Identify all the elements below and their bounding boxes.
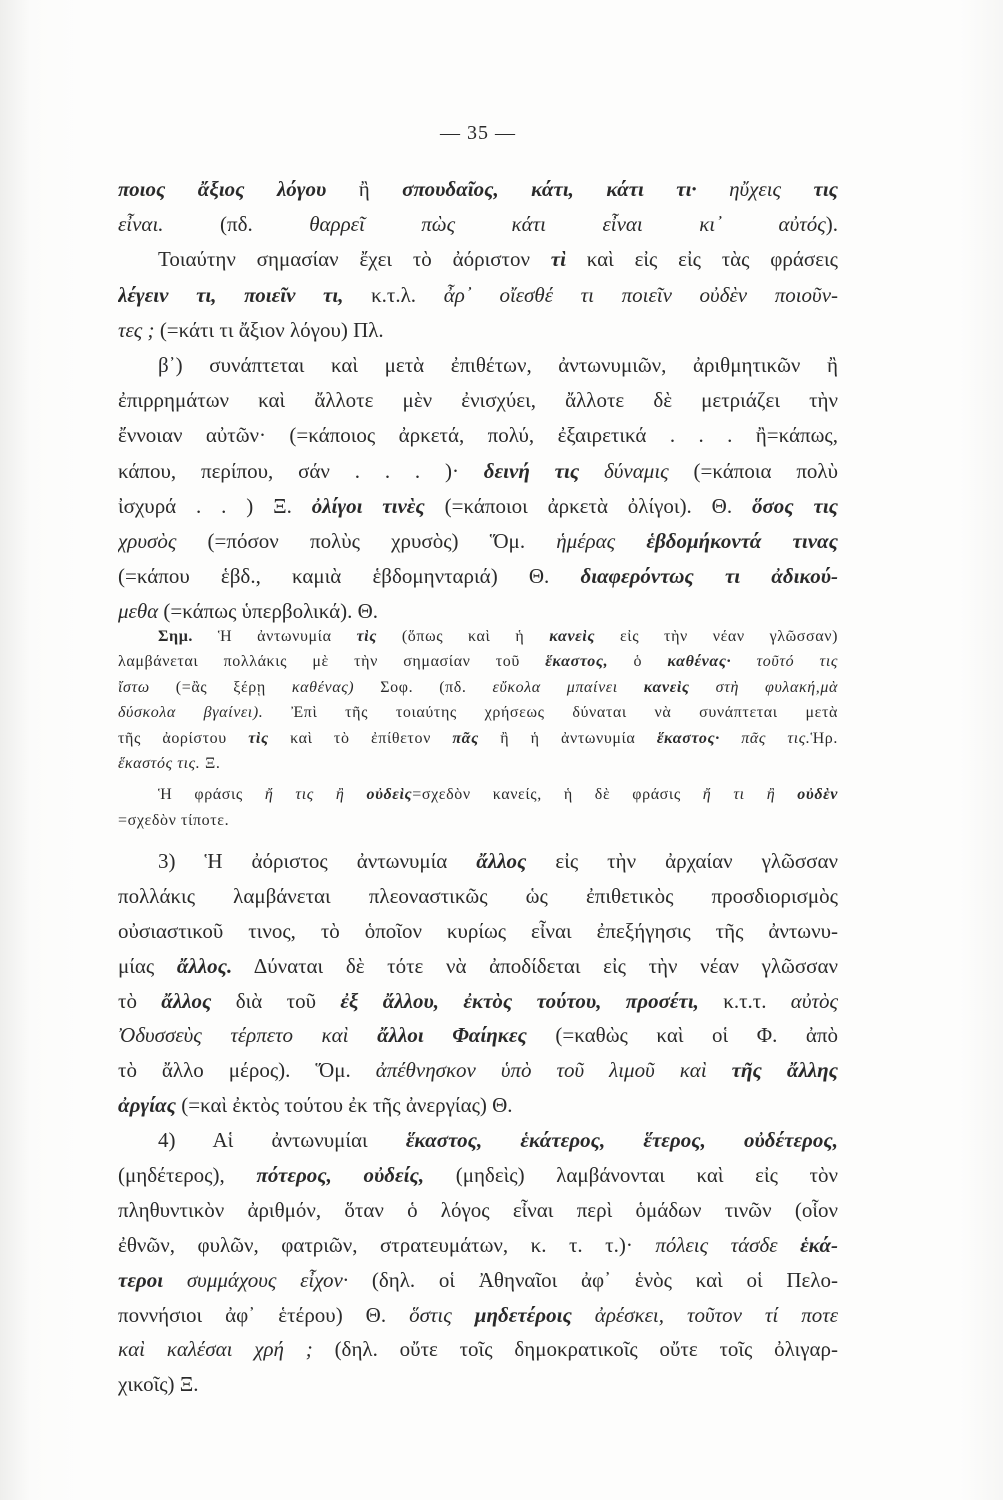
text-run: δύναμις (604, 458, 669, 483)
text-run: Σοφ. (πδ. (354, 678, 493, 696)
text-run: διαφερόντως τι ἀδικού- (580, 564, 838, 589)
text-run: ἀργίας (118, 1093, 176, 1118)
text-run (579, 459, 604, 483)
text-run: ὅστις (409, 1302, 452, 1327)
text-run (707, 1058, 732, 1082)
text-line (118, 383, 838, 418)
text-run: ἄλλος. (176, 953, 233, 978)
text-run: (=καθὼς καὶ οἱ Φ. ἀπὸ (526, 1023, 838, 1048)
text-line (118, 649, 838, 674)
text-run: αὐτὸς (790, 988, 838, 1013)
text-run: πᾶς τις. (741, 729, 811, 747)
text-run: εἰς τὴν νέαν γλῶσσαν) (595, 628, 838, 645)
text-run: Ἐπὶ τῆς τοιαύτης χρήσεως δύναται νὰ συνάπτεται μετὰ (263, 704, 838, 722)
text-line (118, 914, 838, 949)
text-run: ὁ (608, 653, 668, 671)
text-run: 4) Αἱ ἀντωνυμίαι (158, 1128, 406, 1153)
text-line (118, 726, 838, 751)
text-line (118, 1367, 838, 1402)
text-run: πᾶς (452, 729, 479, 747)
text-run: ὅσος τις (751, 493, 838, 518)
text-run (572, 1303, 595, 1327)
paragraphs-3-4 (118, 844, 838, 1402)
text-run (349, 1023, 378, 1047)
text-line (118, 1123, 838, 1158)
text-line (118, 751, 838, 776)
text-line (118, 808, 838, 833)
text-run: μίας (118, 953, 177, 978)
text-line (118, 984, 838, 1019)
text-run: ἑβδομήκοντά τινας (646, 528, 838, 553)
text-run: πληθυντικὸν ἀριθμόν, ὅταν ὁ λόγος εἶναι περὶ ὁμάδων τινῶν (οἷον (118, 1197, 838, 1222)
text-run: ἕκαστος, (545, 653, 609, 671)
text-run (690, 679, 716, 696)
text-run: ἤ τις ἢ (264, 786, 345, 804)
text-run: τες ; (118, 317, 155, 342)
text-run (775, 786, 797, 803)
text-run: χρυσὸς (118, 528, 177, 553)
text-run: (=κάποιοι ἀρκετὰ ὀλίγοι). Θ. (424, 493, 752, 518)
text-run: ἕκαστος· (656, 729, 720, 747)
text-line (118, 348, 838, 383)
text-run: κανεὶς (643, 678, 690, 696)
text-run: β᾽) συνάπτεται καὶ μετὰ ἐπιθέτων, ἀντωνυμιῶν, ἀριθμητικῶν ἢ (158, 352, 838, 377)
text-run: δύσκολα βγαίνει). (118, 704, 264, 722)
text-run: λέγειν τι, ποιεῖν τι, (118, 282, 344, 307)
paragraph-continuation (118, 172, 838, 629)
text-run: χικοῖς) Ξ. (118, 1372, 199, 1397)
text-run: τὶς (356, 628, 377, 645)
text-line (118, 624, 838, 649)
text-line (118, 524, 838, 559)
text-run: =σχεδὸν τίποτε. (118, 811, 230, 829)
text-run: ἤ τι ἢ (702, 786, 776, 804)
text-line (118, 418, 838, 453)
text-run (615, 529, 646, 553)
text-line (118, 844, 838, 879)
text-line (118, 1263, 838, 1298)
text-line (118, 879, 838, 914)
text-run: συμμάχους εἶχον· (186, 1267, 349, 1292)
text-line (118, 1228, 838, 1263)
text-run: εἶναι. (118, 212, 164, 237)
text-run: οὐδεὶς (366, 786, 413, 804)
text-run: τῆς ἀορίστου (118, 729, 249, 747)
text-run (344, 786, 366, 803)
text-line (118, 1158, 838, 1193)
text-run: σπουδαῖος, κάτι, κάτι τι· (402, 177, 697, 201)
text-run: ἡμέρας (556, 528, 616, 553)
text-run: τὸ ἄλλο μέρος). Ὅμ. (118, 1058, 376, 1083)
text-run: ἄλλος (476, 849, 527, 873)
text-run (720, 730, 741, 747)
text-run: θαρρεῖ πὼς κάτι εἶναι κι᾽ αὐτός (309, 212, 826, 237)
text-line (118, 949, 838, 984)
text-run: Ξ. (200, 754, 221, 772)
text-run: (ὅπως καὶ ἡ (376, 628, 550, 645)
text-run: (μηδέτερος), (118, 1163, 257, 1188)
text-run: ἐξ ἄλλου, ἐκτὸς τούτου, προσέτι, (340, 988, 699, 1013)
text-run: τοῦτό τις (756, 653, 838, 671)
text-run: κ.τ.λ. (343, 282, 444, 307)
text-run: εἰς τὴν ἀρχαίαν γλῶσσαν (526, 849, 838, 873)
text-run: κ.τ.τ. (698, 988, 791, 1013)
text-run: ὀλίγοι τινὲς (311, 493, 425, 518)
text-run: δεινή τις (483, 458, 580, 483)
text-run: ηὔχεις (729, 177, 782, 201)
text-run: οὐσιαστικοῦ τινος, τὸ ὁποῖον κυρίως εἶναι ἐπεξήγησις τῆς ἀντωνυ- (118, 918, 838, 943)
text-run: στὴ φυλακή,μὰ (715, 678, 838, 696)
text-run: ἢ ἡ ἀντωνυμία (478, 729, 657, 747)
text-run: ἔννοιαν αὐτῶν· (=κάποιος ἀρκετά, πολύ, ἐξαιρετικά . . . ἢ=κάπως, (118, 423, 838, 448)
text-line (118, 700, 838, 725)
text-run: πόλεις τάσδε (655, 1232, 778, 1257)
text-run: ἕκαστός τις. (118, 754, 201, 772)
text-line (118, 172, 838, 207)
text-run: ἕκαστος, ἑκάτερος, ἕτερος, οὐδέτερος, (405, 1128, 838, 1153)
text-line (118, 1298, 838, 1333)
text-line (118, 1088, 838, 1123)
text-run: (=κάπως ὑπερβολικά). Θ. (158, 599, 378, 624)
text-run: Σημ. (158, 628, 194, 645)
text-run: τις (813, 177, 838, 201)
note-block (118, 624, 838, 833)
text-run: τεροι (118, 1267, 164, 1292)
text-run: ). (825, 212, 838, 237)
text-run: ἄλλοι Φαίηκες (377, 1023, 527, 1048)
text-run: Ὀδυσσεὺς τέρπετο καὶ (118, 1023, 349, 1048)
text-line (118, 782, 838, 807)
text-run: ἐθνῶν, φυλῶν, φατριῶν, στρατευμάτων, κ. τ. τ.)· (118, 1232, 656, 1257)
text-line (118, 242, 838, 277)
text-run: Δύναται δὲ τότε νὰ ἀποδίδεται εἰς τὴν νέαν γλῶσσαν (232, 953, 838, 978)
text-run: λαμβάνεται πολλάκις μὲ τὴν σημασίαν τοῦ (118, 653, 546, 671)
text-run: Ἡρ. (810, 729, 838, 747)
text-run: ἀρέσκει, τοῦτον τί ποτε (594, 1302, 838, 1327)
text-run: (δηλ. οἱ Ἀθηναῖοι ἀφ᾽ ἑνὸς καὶ οἱ Πελο- (348, 1267, 838, 1292)
text-run: κανεὶς (549, 628, 596, 645)
text-run: ἀπέθνησκον ὑπὸ τοῦ λιμοῦ καὶ (375, 1058, 707, 1083)
text-run: ποννήσιοι ἀφ᾽ ἑτέρου) Θ. (118, 1302, 410, 1327)
text-run: τὸ (118, 988, 162, 1013)
text-run: (=κάποια πολὺ (668, 458, 838, 483)
text-run: πότερος, οὐδείς, (256, 1163, 425, 1188)
text-run: (=ἂς ξέρῃ (149, 678, 292, 696)
text-line (118, 675, 838, 700)
text-run: (πδ. (163, 212, 310, 237)
text-run: (μηδεὶς) λαμβάνονται καὶ εἰς τὸν (424, 1163, 838, 1188)
text-run: (=κάτι τι ἄξιον λόγου) Πλ. (154, 317, 384, 342)
text-run: 3) Ἡ ἀόριστος ἀντωνυμία (158, 849, 477, 873)
text-line (118, 1053, 838, 1088)
text-run: καὶ καλέσαι χρή ; (118, 1337, 313, 1362)
text-line (118, 454, 838, 489)
text-run: καθένας· (667, 653, 732, 671)
text-run (781, 177, 813, 201)
text-run: μεθα (118, 599, 159, 624)
text-run: ἆρ᾽ οἴεσθέ τι ποιεῖν οὐδὲν ποιοῦν- (443, 282, 838, 307)
text-run: Τοιαύτην σημασίαν ἔχει τὸ ἀόριστον (158, 247, 551, 272)
text-run: =σχεδὸν κανείς, ἡ δὲ φράσις (412, 786, 703, 804)
text-run: (=πόσον πολὺς χρυσὸς) Ὅμ. (176, 528, 557, 553)
text-run: (δηλ. οὔτε τοῖς δημοκρατικοῖς οὔτε τοῖς ὀλιγαρ- (312, 1337, 838, 1362)
text-run: ἄλλος (161, 988, 212, 1013)
text-line (118, 1332, 838, 1367)
text-run: ἐπιρρημάτων καὶ ἄλλοτε μὲν ἐνισχύει, ἄλλοτε δὲ μετριάζει τὴν (118, 388, 838, 413)
text-run: τῆς ἄλλης (731, 1058, 838, 1083)
text-run: μηδετέροις (474, 1302, 572, 1327)
text-run: ποιος ἄξιος λόγου (118, 177, 327, 201)
text-run: Ἡ φράσις (158, 786, 265, 804)
text-line (118, 489, 838, 524)
text-run (778, 1233, 801, 1257)
text-run: Ἡ ἀντωνυμία (193, 628, 357, 645)
text-line (118, 207, 838, 242)
text-run: τὶς (248, 729, 269, 747)
text-run: ἴστω (118, 678, 150, 696)
text-line (118, 1193, 838, 1228)
text-run: καὶ τὸ ἐπίθετον (268, 729, 453, 747)
text-run: καὶ εἰς εἰς τὰς φράσεις (565, 247, 838, 272)
text-run (163, 1268, 187, 1292)
text-run (697, 177, 729, 201)
text-run: τὶ (550, 247, 566, 272)
text-run: κάπου, περίπου, σάν . . . )· (118, 458, 484, 483)
text-run: καθένας) (291, 678, 355, 696)
text-run: οὐδὲν (797, 786, 838, 804)
text-run: ἰσχυρά . . ) Ξ. (118, 493, 312, 518)
text-run (618, 679, 644, 696)
text-line (118, 1018, 838, 1053)
text-run (452, 1303, 475, 1327)
text-line (118, 278, 838, 313)
text-run: πολλάκις λαμβάνεται πλεοναστικῶς ὡς ἐπιθετικὸς προσδιορισμὸς (118, 883, 838, 908)
page-number: — 35 — (440, 122, 516, 144)
text-run: (=καὶ ἐκτὸς τούτου ἐκ τῆς ἀνεργίας) Θ. (176, 1093, 513, 1118)
text-run: ἢ (326, 177, 403, 201)
text-line (118, 313, 838, 348)
text-run: ἑκά- (800, 1232, 838, 1257)
text-run: διὰ τοῦ (211, 988, 341, 1013)
text-run: εὔκολα μπαίνει (492, 678, 618, 696)
text-run (731, 653, 756, 670)
text-run: (=κάπου ἑβδ., καμιὰ ἑβδομηνταριά) Θ. (118, 564, 581, 589)
text-line (118, 559, 838, 594)
